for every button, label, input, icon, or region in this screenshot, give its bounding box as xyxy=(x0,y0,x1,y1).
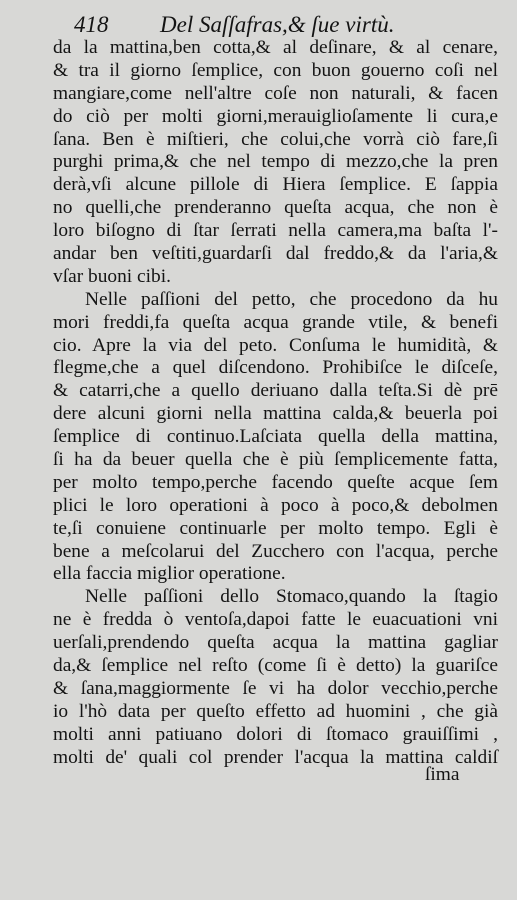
text-line: vſar buoni cibi. xyxy=(53,265,171,287)
text-line: mori freddi,fa queſta acqua grande vtile, & benefi xyxy=(53,311,498,333)
text-line: ella faccia miglior operatione. xyxy=(53,563,286,585)
text-line: io l'hò data per queſto effetto ad huomini , che già xyxy=(53,700,498,722)
text-line: mangiare,come nell'altre coſe non naturali, & facen xyxy=(53,82,498,104)
text-line: te,ſi conuiene continuarle per molto tempo. Egli è xyxy=(53,517,498,539)
text-line: dere alcuni giorni nella mattina calda,& beuerla poi xyxy=(53,403,498,425)
paragraph-start-line: Nelle paſſioni del petto, che procedono da hu xyxy=(85,288,498,310)
text-line: loro biſogno di ſtar ſerrati nella camera,ma baſta l'- xyxy=(53,220,498,242)
text-line: & ſana,maggiormente ſe vi ha dolor vecchio,perche xyxy=(53,677,498,699)
text-line: da,& ſemplice nel reſto (come ſi è detto) la guariſce xyxy=(53,655,498,677)
paragraph-start-line: Nelle paſſioni dello Stomaco,quando la ſtagio xyxy=(85,586,498,608)
text-line: uerſali,prendendo queſta acqua la mattina gagliar xyxy=(53,632,498,654)
text-line: cio. Apre la via del peto. Conſuma le humidità, & xyxy=(53,334,498,356)
page-number: 418 xyxy=(74,12,109,37)
text-line: ſemplice di continuo.Laſciata quella della mattina, xyxy=(53,426,498,448)
text-line: ſi ha da beuer quella che è più ſemplicemente fatta, xyxy=(53,449,498,471)
text-line: no quelli,che prenderanno queſta acqua, che non è xyxy=(53,197,498,219)
text-line: ſana. Ben è miſtieri, che colui,che vorrà ciò fare,ſi xyxy=(53,128,498,150)
text-line: molti de' quali col prender l'acqua la mattina caldiſ xyxy=(53,746,498,768)
text-line: plici le loro operationi à poco à poco,& debolmen xyxy=(53,494,498,516)
text-line: molti anni patiuano dolori di ſtomaco grauiſſimi , xyxy=(53,723,498,745)
text-line: purghi prima,& che nel tempo di mezzo,che la pren xyxy=(53,151,498,173)
text-line: ne è fredda ò ventoſa,dapoi fatte le euacuationi vni xyxy=(53,609,498,631)
text-line: per molto tempo,perche facendo queſte acque ſem xyxy=(53,471,498,493)
text-line: flegme,che a quel diſcendono. Prohibiſce le diſceſe, xyxy=(53,357,498,379)
body-text xyxy=(53,37,498,770)
text-line: derà,vſi alcune pillole di Hiera ſemplice. E ſappia xyxy=(53,174,498,196)
text-line: da la mattina,ben cotta,& al deſinare, & al cenare, xyxy=(53,37,498,58)
text-line: do ciò per molti giorni,merauiglioſamente li cura,e xyxy=(53,105,498,127)
running-head: Del Saſſafras,& ſue virtù. xyxy=(160,12,395,37)
text-line: & catarri,che a quello deriuano dalla teſta.Si dè prē xyxy=(53,380,498,402)
text-line: andar ben veſtiti,guardarſi dal freddo,& da l'aria,& xyxy=(53,243,498,265)
text-line: bene a meſcolarui del Zucchero con l'acqua, perche xyxy=(53,540,498,562)
catchword: ſima xyxy=(425,764,460,785)
text-line: & tra il giorno ſemplice, con buon gouerno coſi nel xyxy=(53,59,498,81)
